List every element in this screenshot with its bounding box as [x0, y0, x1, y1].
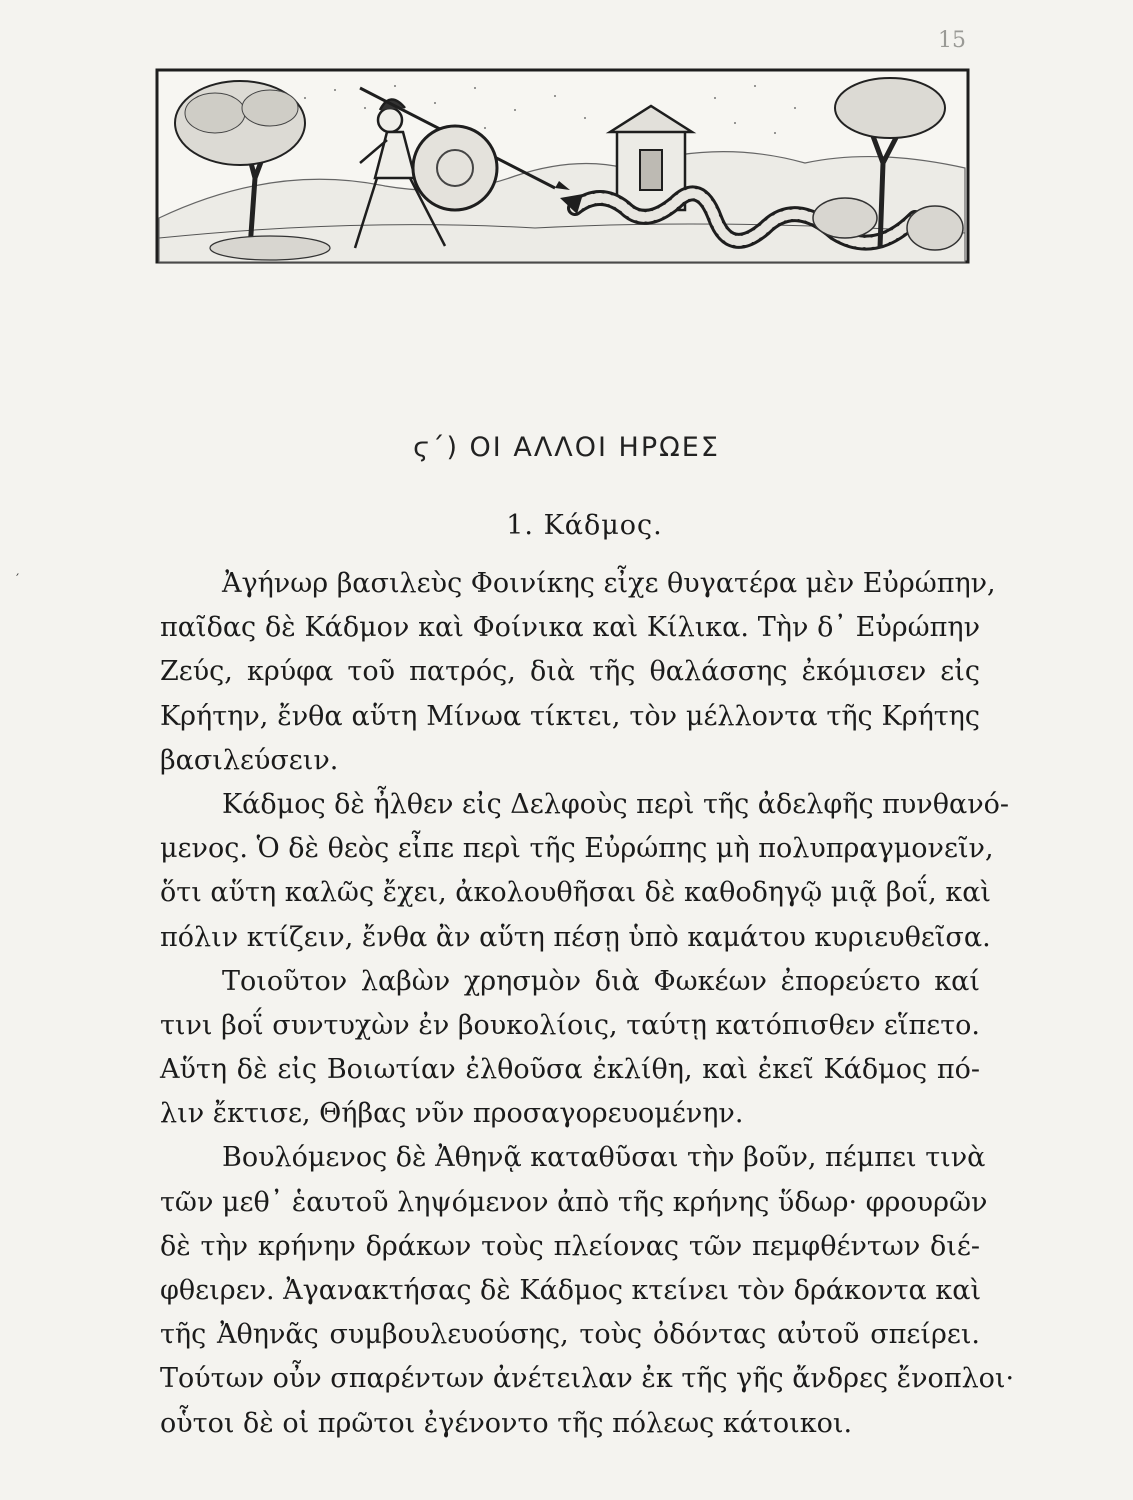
text-line: τῶν μεθ᾽ ἑαυτοῦ ληψόμενον ἀπὸ τῆς κρήνης ὕδωρ· φρουρῶν: [160, 1186, 988, 1218]
text-line: λιν ἔκτισε, Θήβας νῦν προσαγορευομένην.: [160, 1098, 744, 1130]
text-line: Κρήτην, ἔνθα αὕτη Μίνωα τίκτει, τὸν μέλλοντα τῆς Κρήτης: [160, 700, 980, 732]
section-title: 1. Κάδμος.: [506, 510, 663, 541]
text-line: Ἀγήνωρ βασιλεὺς Φοινίκης εἶχε θυγατέρα μὲν Εὐρώπην,: [222, 568, 996, 599]
text-line: πόλιν κτίζειν, ἔνθα ἂν αὕτη πέσῃ ὑπὸ καμάτου κυριευθεῖσα.: [160, 921, 991, 953]
text-line: Τούτων οὖν σπαρέντων ἀνέτειλαν ἐκ τῆς γῆς ἄνδρες ἔνοπλοι·: [160, 1363, 1015, 1395]
text-line: δὲ τὴν κρήνην δράκων τοὺς πλείονας τῶν πεμφθέντων διέ-: [160, 1230, 980, 1262]
cadmus-dragon-illustration: [155, 68, 970, 264]
text-line: παῖδας δὲ Κάδμον καὶ Φοίνικα καὶ Κίλικα. Τὴν δ᾽ Εὐρώπην: [160, 612, 980, 644]
text-line: Ζεύς, κρύφα τοῦ πατρός, διὰ τῆς θαλάσσης ἐκόμισεν εἰς: [160, 656, 980, 688]
text-line: βασιλεύσειν.: [160, 744, 339, 776]
text-line: ὅτι αὕτη καλῶς ἔχει, ἀκολουθῆσαι δὲ καθοδηγῷ μιᾷ βοΐ, καὶ: [160, 877, 992, 909]
text-line: Αὕτη δὲ εἰς Βοιωτίαν ἐλθοῦσα ἐκλίθη, καὶ ἐκεῖ Κάδμος πό-: [160, 1054, 980, 1086]
text-line: Βουλόμενος δὲ Ἀθηνᾷ καταθῦσαι τὴν βοῦν, πέμπει τινὰ: [222, 1142, 986, 1174]
page-number: 15: [938, 28, 966, 53]
margin-mark: ′: [16, 572, 20, 588]
body-text: [160, 562, 1015, 1446]
text-line: φθειρεν. Ἀγανακτήσας δὲ Κάδμος κτείνει τὸν δράκοντα καὶ: [160, 1275, 982, 1306]
text-line: Τοιοῦτον λαβὼν χρησμὸν διὰ Φωκέων ἐπορεύετο καί: [222, 965, 980, 997]
text-line: οὗτοι δὲ οἱ πρῶτοι ἐγένοντο τῆς πόλεως κάτοικοι.: [160, 1407, 853, 1439]
text-line: τῆς Ἀθηνᾶς συμβουλευούσης, τοὺς ὀδόντας αὐτοῦ σπείρει.: [160, 1319, 980, 1351]
text-line: Κάδμος δὲ ἦλθεν εἰς Δελφοὺς περὶ τῆς ἀδελφῆς πυνθανό-: [222, 788, 1009, 820]
text-line: μενος. Ὁ δὲ θεὸς εἶπε περὶ τῆς Εὐρώπης μὴ πολυπραγμονεῖν,: [160, 833, 994, 865]
chapter-title: ϛ΄) ΟΙ ΑΛΛΟΙ ΗΡΩΕΣ: [413, 432, 720, 463]
text-line: τινι βοΐ συντυχὼν ἐν βουκολίοις, ταύτῃ κατόπισθεν εἵπετο.: [160, 1009, 980, 1041]
